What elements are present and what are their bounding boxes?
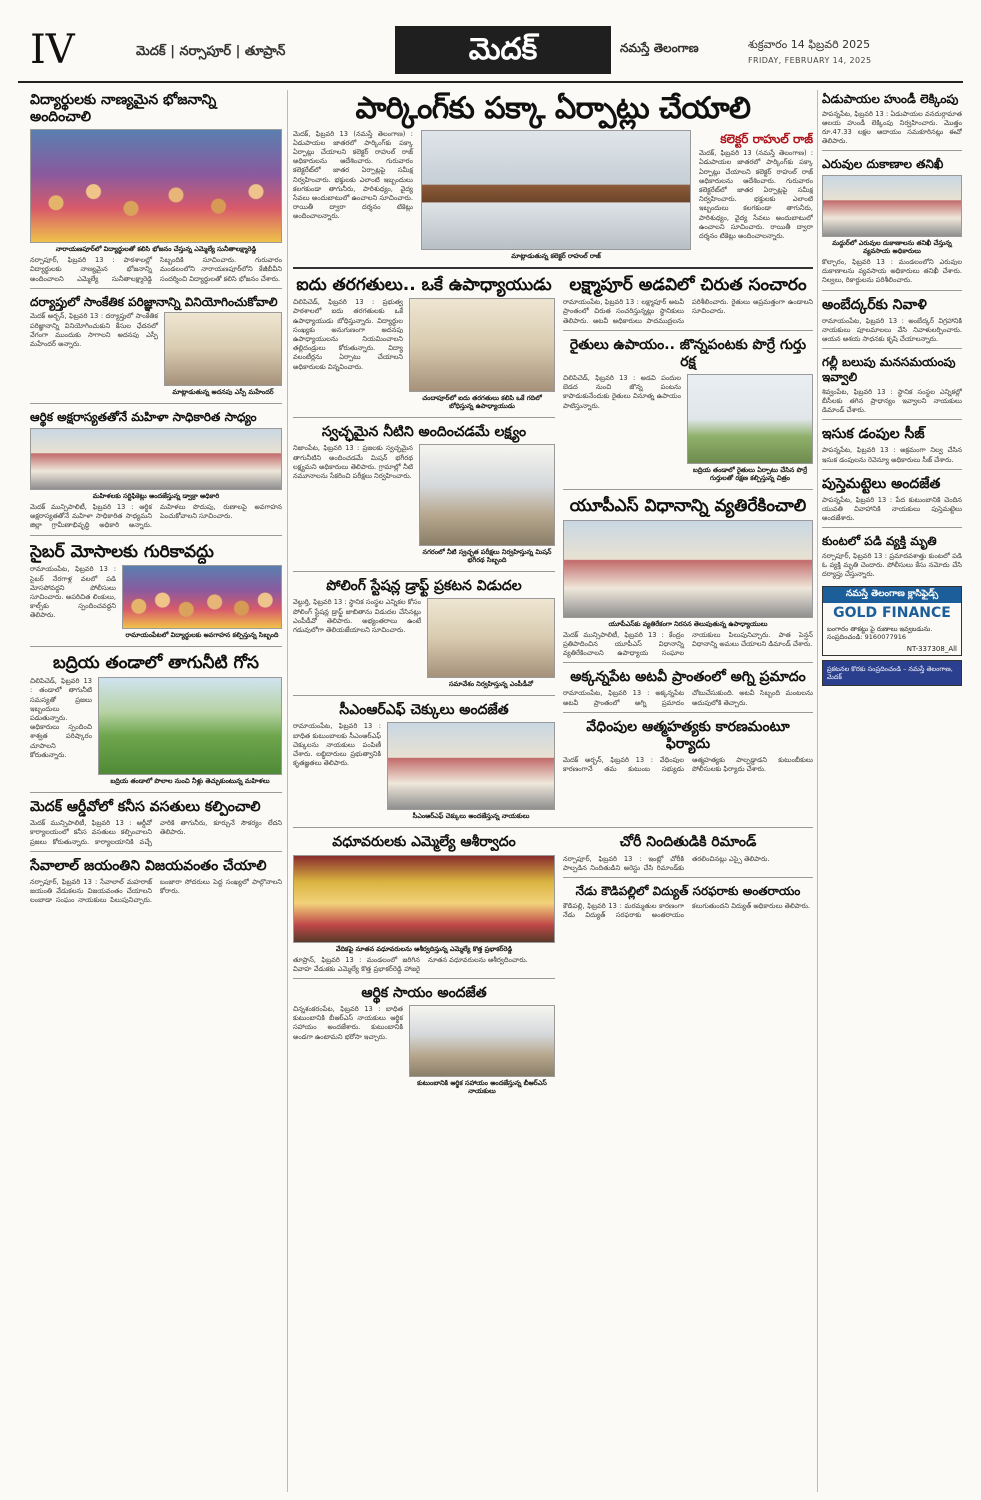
news-photo xyxy=(427,598,555,678)
headline: వధూవరులకు ఎమ్మెల్యే ఆశీర్వాదం xyxy=(332,834,516,851)
photo-caption: మాట్లాడుతున్న కలెక్టర్ రాహుల్ రాజ్ xyxy=(511,251,601,260)
article-body: పాపన్నపేట, ఫిబ్రవరి 13 : ఏడుపాయల వనదుర్గామాత ఆలయ హుండీ లెక్కింపు నిర్వహించారు. మొత్తం రూ.47.33 లక్షల ఆదాయం సమకూరినట్లు ఈవో తెలిపారు. xyxy=(822,109,962,146)
lead-story xyxy=(293,130,813,263)
article-block xyxy=(30,565,282,642)
photo-caption: బద్రియ తండాలో రైతులు ఏర్పాటు చేసిన పొర్రే గుర్తులతో రక్షణ కల్పిస్తున్న చిత్రం xyxy=(692,466,808,482)
article-body: చిలిపిచెడ్, ఫిబ్రవరి 13 : ప్రభుత్వ పాఠశాలలో ఐదు తరగతులకు ఒకే ఉపాధ్యాయుడు బోధిస్తున్నారు. విద్యార్థుల సంఖ్యకు అనుగుణంగా అదనపు ఉపాధ్యాయులను నియమించాలని తల్లిదండ్రులు కోరుతున్నారు. విద్యా వలంటీర్లను ఏర్పాటు చేయాలని అధికారులకు విన్నవించారు. xyxy=(293,298,403,371)
ad-title: GOLD FINANCE xyxy=(833,604,951,621)
photo-block xyxy=(122,565,282,642)
date-english: FRIDAY, FEBRUARY 14, 2025 xyxy=(748,56,872,65)
article-body: నిజాంపేట, ఫిబ్రవరి 13 : ప్రజలకు స్వచ్ఛమైన తాగునీటిని అందించడమే మిషన్ భగీరథ లక్ష్యమని అధికారులు తెలిపారు. గ్రామాల్లో నీటి నమూనాలను సేకరించి పరీక్షలు నిర్వహించారు. xyxy=(293,444,413,480)
headline: సైబర్ మోసాలకు గురికావద్దు xyxy=(30,541,214,562)
sub-column-left xyxy=(293,832,555,1098)
photo-caption: నారాయణపూర్‌లో విద్యార్థులతో కలిసి భోజనం చేస్తున్న ఎమ్మెల్యే సునీతాలక్ష్మారెడ్డి xyxy=(55,245,257,254)
article-block xyxy=(563,374,813,485)
photo-caption: కుటుంబానికి ఆర్థిక సహాయం అందజేస్తున్న బీఆర్‌ఎస్ నాయకులు xyxy=(417,1079,547,1096)
lower-grid xyxy=(293,273,813,824)
photo-caption: మాట్లాడుతున్న అదనపు ఎస్పీ మహేందర్ xyxy=(172,388,274,397)
sub-column-right xyxy=(563,832,813,1098)
headline: యూపీఎస్ విధానాన్ని వ్యతిరేకించాలి xyxy=(569,496,807,516)
article-body: నర్సాపూర్, ఫిబ్రవరి 13 : పాఠశాలల్లో విద్యార్థులకు నాణ్యమైన భోజనాన్ని అందించాలని ఎమ్మెల్యే సునీతాలక్ష్మారెడ్డి సిబ్బందికి సూచించారు. గురువారం మండలంలోని నారాయణపూర్‌లోని కేజీబీవీని సందర్శించి విద్యార్థులతో కలిసి భోజనం చేశారు. xyxy=(30,256,282,283)
photo-caption: మద్దుర్‌లో ఎరువుల దుకాణాలను తనిఖీ చేస్తున్న వ్యవసాయ అధికారులు xyxy=(832,239,952,256)
news-photo xyxy=(98,677,282,775)
photo-block xyxy=(427,598,555,691)
photo-block xyxy=(98,677,282,788)
headline: ఇసుక డంపుల సీజ్ xyxy=(822,426,925,443)
news-photo xyxy=(30,129,282,243)
news-photo xyxy=(687,374,813,464)
headline: పోలింగ్ స్టేషన్ల డ్రాఫ్ట్ ప్రకటన విడుదల xyxy=(326,578,522,595)
ad-header: నమస్తే తెలంగాణ క్లాసిఫైడ్స్ xyxy=(823,587,961,603)
headline: అక్కన్నపేట అటవీ ప్రాంతంలో అగ్ని ప్రమాదం xyxy=(570,669,806,686)
article-body: పాపన్నపేట, ఫిబ్రవరి 13 : అక్రమంగా నిల్వ చేసిన ఇసుక డంపులను రెవెన్యూ అధికారులు సీజ్ చేశారు. xyxy=(822,446,962,464)
byline: కలెక్టర్ రాహుల్ రాజ్ xyxy=(720,131,813,146)
article-body: మెదక్ అర్బన్, ఫిబ్రవరి 13 : వేధింపుల కారణంగానే తమ కుటుంబ సభ్యుడు ఆత్మహత్యకు పాల్పడ్డాడని కుటుంబీకులు పోలీసులకు ఫిర్యాదు చేశారు. xyxy=(563,755,813,774)
date-telugu: శుక్రవారం 14 ఫిబ్రవరి 2025 xyxy=(748,38,871,51)
divider xyxy=(822,150,962,151)
article-body: రామాయంపేట, ఫిబ్రవరి 13 : అంబేద్కర్ విగ్రహానికి నాయకులు పూలమాలలు వేసి నివాళులర్పించారు. ఆయన ఆశయ సాధనకు కృషి చేయాలన్నారు. xyxy=(822,316,962,344)
article-body: మెదక్ అర్బన్, ఫిబ్రవరి 13 : దర్యాప్తులో సాంకేతిక పరిజ్ఞానాన్ని వినియోగించుకుని కేసుల ఛేదనలో వేగంగా ముందుకు సాగాలని అదనపు ఎస్పీ మహేందర్ అన్నారు. xyxy=(30,312,158,348)
photo-caption: మహిళలకు సర్టిఫికెట్లు అందజేస్తున్న డ్వాక్రా అధికారి xyxy=(92,492,220,501)
headline: విద్యార్థులకు నాణ్యమైన భోజనాన్ని అందించాలి xyxy=(30,92,217,126)
news-photo xyxy=(822,175,962,237)
headline: గల్లీ బలుపు మనసమయంపు ఇవ్వాలి xyxy=(822,355,956,384)
promo-ad: ప్రకటనల కొరకు సంప్రదించండి – నమస్తే తెలంగాణ, మెదక్ xyxy=(822,660,962,686)
masthead-rule xyxy=(18,81,963,83)
photo-caption: సమావేశం నిర్వహిస్తున్న ఎంపీడీవో xyxy=(448,680,533,689)
news-photo xyxy=(30,428,282,490)
divider xyxy=(822,419,962,420)
article-block xyxy=(30,312,282,399)
photo-caption: రామాయంపేటలో విద్యార్థులకు అవగాహన కల్పిస్తున్న సిబ్బంది xyxy=(125,631,279,640)
article-body: నర్సాపూర్, ఫిబ్రవరి 13 : ఇంట్లో చోరీకి పాల్పడిన నిందితుడిని అరెస్టు చేసి రిమాండ్‌కు తరలించినట్లు ఎస్సై తెలిపారు. xyxy=(563,854,770,872)
ad-body: బంగారం తాకట్టు పై రుణాలు ఇవ్వబడును. సంప్రదించండి: 9160077916 xyxy=(827,624,933,641)
headline: ఆర్థిక అక్షరాస్యతతోనే మహిళా సాధికారిత సాధ్యం xyxy=(30,410,257,425)
sub-column-right xyxy=(563,273,813,824)
article-body: రామాయంపేట, ఫిబ్రవరి 13 : సైబర్ నేరగాళ్ల వలలో పడి మోసపోవద్దని పోలీసులు సూచించారు. అపరిచిత లింకులు, కాల్స్‌కు స్పందించవద్దని తెలిపారు. xyxy=(30,565,116,620)
article-body: కొల్చారం, ఫిబ్రవరి 13 : మండలంలోని ఎరువుల దుకాణాలను వ్యవసాయ అధికారులు తనిఖీ చేశారు. నిల్వలు, రికార్డులను పరిశీలించారు. xyxy=(822,258,962,285)
headline: స్వచ్ఛమైన నీటిని అందించడమే లక్ష్యం xyxy=(321,424,527,441)
article-body: కౌడిపల్లి, ఫిబ్రవరి 13 : మరమ్మతుల కారణంగా నేడు విద్యుత్ సరఫరాకు అంతరాయం కలుగుతుందని విద్యుత్ అధికారులు తెలిపారు. xyxy=(563,901,811,919)
news-photo xyxy=(419,444,555,546)
news-photo xyxy=(421,130,691,250)
divider xyxy=(293,571,555,572)
divider xyxy=(822,527,962,528)
article-body: చిన్నశంకరంపేట, ఫిబ్రవరి 13 : బాధిత కుటుంబానికి బీఆర్‌ఎస్ నాయకులు ఆర్థిక సహాయం అందజేశారు. కుటుంబానికి అండగా ఉంటామని భరోసా ఇచ్చారు. xyxy=(293,1005,403,1041)
left-column xyxy=(30,90,282,1492)
divider xyxy=(563,489,813,490)
photo-caption: చందాపూర్‌లో ఐదు తరగతులు కలిపి ఒకే గదిలో బోధిస్తున్న ఉపాధ్యాయుడు xyxy=(422,394,542,411)
article-block xyxy=(293,444,555,567)
sub-column-left xyxy=(293,273,555,824)
headline: ఏడుపాయల హుండీ లెక్కింపు xyxy=(822,92,959,106)
article-body: తూప్రాన్, ఫిబ్రవరి 13 : మండలంలో జరిగిన వివాహ వేడుకకు ఎమ్మెల్యే కొత్త ప్రభాకర్‌రెడ్డి హాజరై నూతన వధూవరులను ఆశీర్వదించారు. xyxy=(293,955,528,973)
headline: బద్రియ తండాలో తాగునీటి గోస xyxy=(53,653,259,674)
article-body: రామాయంపేట, ఫిబ్రవరి 13 : లక్ష్మాపూర్ అటవీ ప్రాంతంలో చిరుత సంచరిస్తున్నట్లు స్థానికులు తెలిపారు. అటవీ అధికారులు పాదముద్రలను పరిశీలించారు. రైతులు అప్రమత్తంగా ఉండాలని సూచించారు. xyxy=(563,298,813,325)
divider xyxy=(822,290,962,291)
article-block xyxy=(293,598,555,691)
headline: మెదక్ ఆర్డీవోలో కనీస వసతులు కల్పించాలి xyxy=(30,799,261,816)
article-body: మెదక్ మున్సిపాలిటీ, ఫిబ్రవరి 13 : ఆర్డీవో కార్యాలయంలో కనీస వసతులు కల్పించాలని ప్రజలు కోరుతున్నారు. కార్యాలయానికి వచ్చే వారికి తాగునీరు, కూర్చునే సౌకర్యం లేదని తెలిపారు. xyxy=(30,819,282,846)
lead-headline: పార్కింగ్‌కు పక్కా ఏర్పాట్లు చేయాలి xyxy=(355,91,751,126)
classified-ad xyxy=(822,586,962,656)
article-body: చిలిపిచెడ్, ఫిబ్రవరి 13 : తండాలో తాగునీటి సమస్యతో ప్రజలు ఇబ్బందులు పడుతున్నారు. అధికారులు స్పందించి శాశ్వత పరిష్కారం చూపాలని కోరుతున్నారు. xyxy=(30,677,92,759)
column-divider xyxy=(287,90,288,1492)
photo-block xyxy=(409,298,555,413)
divider xyxy=(293,978,555,979)
article-body: నర్సాపూర్, ఫిబ్రవరి 13 : సేవాలాల్ మహరాజ్ జయంతి వేడుకలను విజయవంతం చేయాలని లంబాడా సంఘం నాయకులు పిలుపునిచ్చారు. బంజారా సోదరులు పెద్ద సంఖ్యలో పాల్గొనాలని కోరారు. xyxy=(30,877,282,905)
headline: పుస్తెమట్టెలు అందజేత xyxy=(822,475,941,492)
photo-caption: సీఎంఆర్‌ఎఫ్ చెక్కులు అందజేస్తున్న నాయకులు xyxy=(412,812,530,821)
headline: దర్యాప్తులో సాంకేతిక పరిజ్ఞానాన్ని వినియోగించుకోవాలి xyxy=(30,294,278,309)
photo-block xyxy=(419,444,555,567)
divider xyxy=(822,469,962,470)
divider xyxy=(30,646,282,647)
divider xyxy=(293,695,555,696)
divider xyxy=(30,288,282,289)
headline: ఐదు తరగతులు.. ఒకే ఉపాధ్యాయుడు xyxy=(296,274,552,295)
news-photo xyxy=(122,565,282,629)
photo-block xyxy=(164,312,282,399)
column-divider xyxy=(817,90,818,1492)
photo-block xyxy=(387,722,555,823)
divider xyxy=(30,403,282,404)
center-column xyxy=(293,90,813,1492)
divider xyxy=(293,417,555,418)
divider xyxy=(30,851,282,852)
section-title: మెదక్ xyxy=(395,26,611,74)
photo-caption: యూపీఎస్‌కు వ్యతిరేకంగా నిరసన తెలుపుతున్న ఉపాధ్యాయులు xyxy=(608,619,768,628)
section-categories: మెదక్ | నర్సాపూర్ | తూప్రాన్ xyxy=(136,44,286,59)
bottom-grid xyxy=(293,832,813,1098)
article-body: రామాయంపేట, ఫిబ్రవరి 13 : అక్కన్నపేట అటవీ ప్రాంతంలో అగ్ని ప్రమాదం చోటుచేసుకుంది. అటవీ సిబ్బంది మంటలను అదుపులోకి తెచ్చారు. xyxy=(563,689,813,707)
photo-caption: బద్రియ తండాలో పొలాల నుంచి నీళ్లు తెచ్చుకుంటున్న మహిళలు xyxy=(110,777,270,786)
divider xyxy=(563,662,813,663)
divider xyxy=(293,267,813,269)
article-block xyxy=(293,1005,555,1098)
news-photo xyxy=(409,298,555,392)
article-body: పాపన్నపేట, ఫిబ్రవరి 13 : పేద కుటుంబానికి చెందిన యువతి వివాహానికి నాయకులు పుస్తెమట్టెలు అందజేశారు. xyxy=(822,495,962,523)
photo-caption: నగరంలో నీటి స్వచ్ఛత పరీక్షలు నిర్వహిస్తున్న మిషన్ భగీరథ సిబ్బంది xyxy=(422,548,552,565)
photo-block xyxy=(421,130,691,263)
divider xyxy=(30,535,282,536)
divider xyxy=(563,330,813,331)
headline: ఆర్థిక సాయం అందజేత xyxy=(361,984,487,1001)
news-photo xyxy=(563,520,813,618)
headline: వేధింపుల ఆత్మహత్యకు కారణమంటూ ఫిర్యాదు xyxy=(586,718,790,752)
photo-caption: వేదికపై నూతన వధూవరులను ఆశీర్వదిస్తున్న ఎమ్మెల్యే కొత్త ప్రభాకర్‌రెడ్డి xyxy=(335,944,513,953)
divider xyxy=(293,827,813,828)
divider xyxy=(822,348,962,349)
headline: సేవాలాల్ జయంతిని విజయవంతం చేయాలి xyxy=(30,857,267,874)
article-block xyxy=(293,298,555,413)
article-block xyxy=(293,722,555,823)
headline: నేడు కౌడిపల్లిలో విద్యుత్ సరఫరాకు అంతరాయం xyxy=(575,883,801,898)
headline: లక్ష్మాపూర్ అడవిలో చిరుత సంచారం xyxy=(569,274,807,295)
right-column xyxy=(822,90,962,1492)
article-body: వెల్దుర్తి, ఫిబ్రవరి 13 : స్థానిక సంస్థల ఎన్నికల కోసం పోలింగ్ స్టేషన్ల డ్రాఫ్ట్ జాబితాను విడుదల చేసినట్లు ఎంపీడీవో తెలిపారు. అభ్యంతరాలు ఉంటే గడువులోగా తెలియజేయాలని సూచించారు. xyxy=(293,598,421,634)
news-photo xyxy=(164,312,282,386)
news-photo xyxy=(293,855,555,943)
ad-code: NT-337308_All xyxy=(906,644,957,653)
paper-name: నమస్తే తెలంగాణ xyxy=(620,41,699,55)
news-photo xyxy=(409,1005,555,1077)
headline: సీఎంఆర్‌ఎఫ్ చెక్కులు అందజేత xyxy=(339,702,509,719)
article-body: మెదక్, ఫిబ్రవరి 13 (నమస్తే తెలంగాణ) : ఏడుపాయల జాతరలో పార్కింగ్‌కు పక్కా ఏర్పాట్లు చేయాలని కలెక్టర్ రాహుల్ రాజ్ అధికారులను ఆదేశించారు. గురువారం కలెక్టరేట్‌లో జాతర ఏర్పాట్లపై సమీక్ష నిర్వహించారు. భక్తులకు ఎలాంటి ఇబ్బందులు కలగకుండా తాగునీరు, పారిశుధ్యం, వైద్య సేవలు అందుబాటులో ఉంచాలని సూచించారు. రాయితీ ద్వారా దర్శనం టికెట్లు అందించాలన్నారు. xyxy=(699,149,813,240)
article-block xyxy=(30,677,282,788)
divider xyxy=(30,792,282,793)
article-body: మెదక్ మున్సిపాలిటీ, ఫిబ్రవరి 13 : ఆర్థిక అక్షరాస్యతతోనే మహిళా సాధికారిత సాధ్యమని జిల్లా గ్రామీణాభివృద్ధి అధికారి అన్నారు. మహిళలు పొదుపు, రుణాలపై అవగాహన పెంచుకోవాలని సూచించారు. xyxy=(30,503,282,530)
divider xyxy=(563,712,813,713)
article-body: శివ్వంపేట, ఫిబ్రవరి 13 : స్థానిక సంస్థల ఎన్నికల్లో బీసీలకు తగిన ప్రాధాన్యం ఇవ్వాలని నాయకులు డిమాండ్ చేశారు. xyxy=(822,387,962,415)
page-number: IV xyxy=(30,27,75,73)
article-body: చిలిపిచెడ్, ఫిబ్రవరి 13 : అడవి పందుల బెడద నుంచి జొన్న పంటను కాపాడుకునేందుకు రైతులు వినూత్న ఉపాయం పాటిస్తున్నారు. xyxy=(563,374,681,410)
masthead xyxy=(18,26,963,76)
headline: రైతులు ఉపాయం.. జొన్నపంటకు పొర్రే గుర్తు రక్ష xyxy=(569,336,807,370)
headline: చోరీ నిందితుడికి రిమాండ్ xyxy=(619,834,757,851)
lead-side xyxy=(699,130,813,263)
news-photo xyxy=(387,722,555,810)
article-body: మెదక్ మున్సిపాలిటీ, ఫిబ్రవరి 13 : కేంద్రం ప్రతిపాదించిన యూపీఎస్ విధానాన్ని వ్యతిరేకించాలని ఉపాధ్యాయ సంఘాల నాయకులు పిలుపునిచ్చారు. పాత పెన్షన్ విధానాన్ని అమలు చేయాలని డిమాండ్ చేశారు. xyxy=(563,630,813,658)
article-body: నర్సాపూర్, ఫిబ్రవరి 13 : ప్రమాదవశాత్తు కుంటలో పడి ఓ వ్యక్తి మృతి చెందారు. పోలీసులు కేసు నమోదు చేసి దర్యాప్తు చేస్తున్నారు. xyxy=(822,552,962,579)
photo-block xyxy=(687,374,813,485)
headline: కుంటలో పడి వ్యక్తి మృతి xyxy=(822,534,937,549)
photo-block xyxy=(409,1005,555,1098)
article-body: మెదక్, ఫిబ్రవరి 13 (నమస్తే తెలంగాణ) : ఏడుపాయల జాతరలో పార్కింగ్‌కు పక్కా ఏర్పాట్లు చేయాలని కలెక్టర్ రాహుల్ రాజ్ అధికారులను ఆదేశించారు. గురువారం కలెక్టరేట్‌లో జాతర ఏర్పాట్లపై సమీక్ష నిర్వహించారు. భక్తులకు ఎలాంటి ఇబ్బందులు కలగకుండా తాగునీరు, పారిశుధ్యం, వైద్య సేవలు అందుబాటులో ఉంచాలని సూచించారు. రాయితీ ద్వారా దర్శనం టికెట్లు అందించాలన్నారు. xyxy=(293,129,413,221)
article-body: రామాయంపేట, ఫిబ్రవరి 13 : బాధిత కుటుంబాలకు సీఎంఆర్‌ఎఫ్ చెక్కులను నాయకులు పంపిణీ చేశారు. లబ్ధిదారులు ప్రభుత్వానికి కృతజ్ఞతలు తెలిపారు. xyxy=(293,722,381,768)
divider xyxy=(563,877,813,878)
headline: ఎరువుల దుకాణాల తనిఖీ xyxy=(822,157,944,172)
headline: అంబేద్కర్‌కు నివాళి xyxy=(822,296,927,313)
